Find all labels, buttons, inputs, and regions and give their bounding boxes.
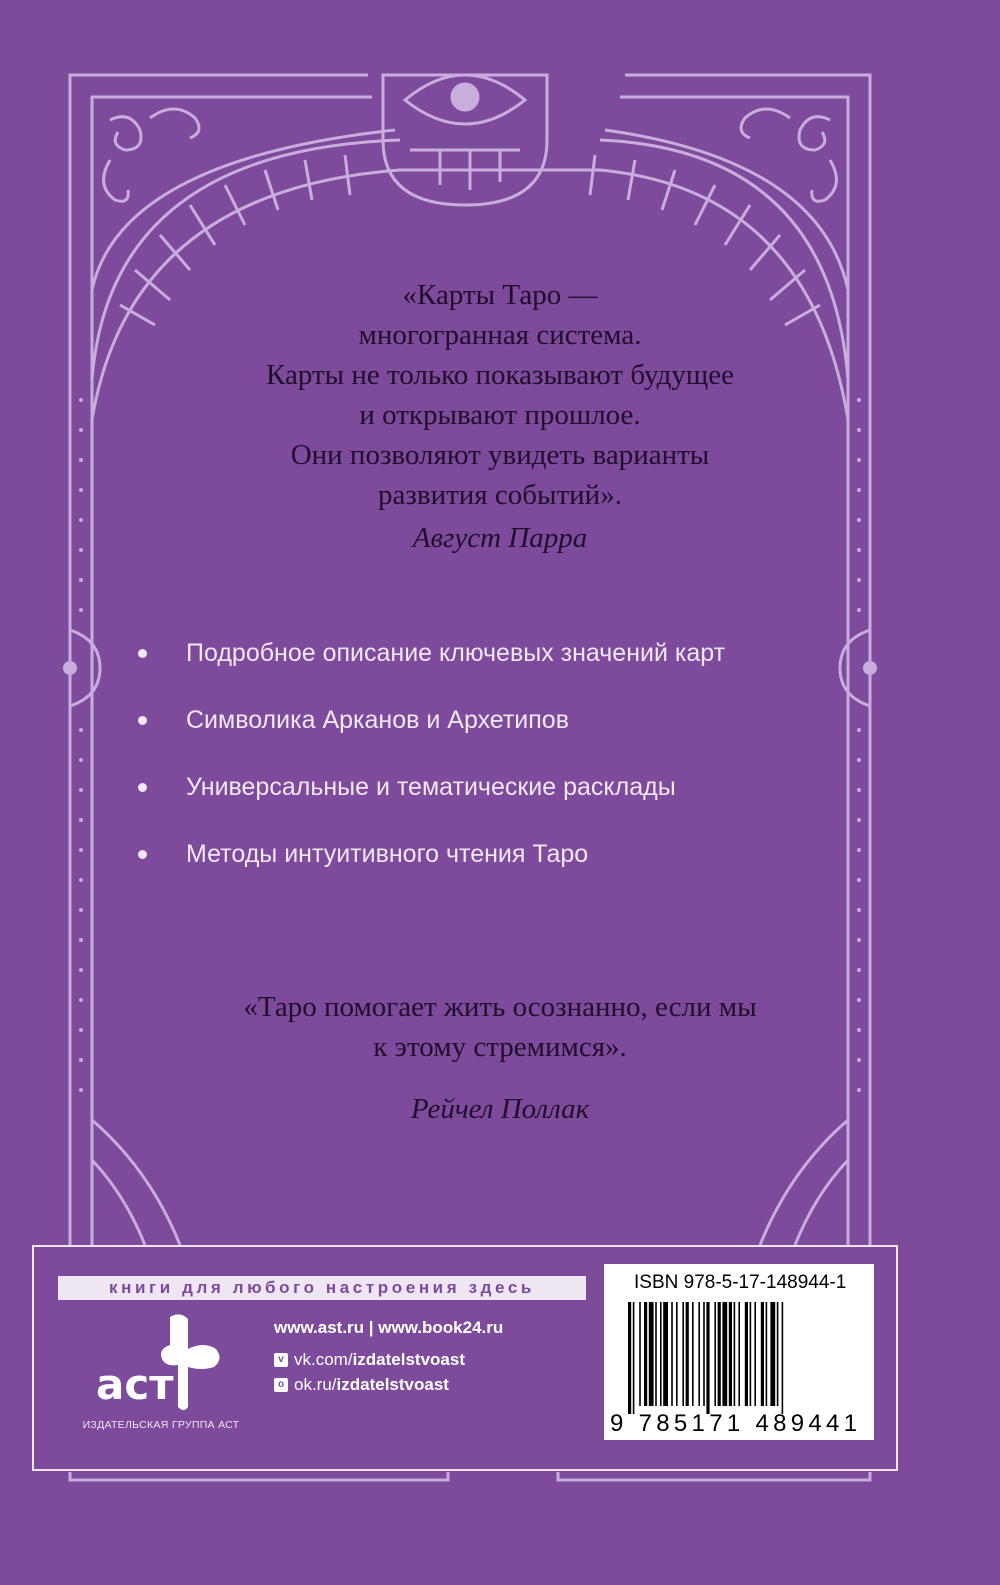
barcode-bar xyxy=(745,1302,748,1406)
publisher-name: ИЗДАТЕЛЬСКАЯ ГРУППА АСТ xyxy=(82,1419,240,1431)
quote-line: «Таро помогает жить осознанно, если мы xyxy=(243,991,757,1023)
barcode-bar xyxy=(754,1302,756,1406)
barcode-bar xyxy=(750,1302,752,1406)
barcode-bar xyxy=(729,1302,732,1406)
bullet-icon xyxy=(138,716,147,725)
vk-handle: izdatelstvoast xyxy=(352,1350,465,1369)
barcode-bar xyxy=(633,1302,635,1414)
quote-line: Они позволяют увидеть варианты xyxy=(290,439,710,471)
quote-line: к этому стремимся». xyxy=(373,1031,627,1063)
barcode-digits: 9 785171 489441 xyxy=(610,1410,862,1437)
list-item-label: Подробное описание ключевых значений карт xyxy=(186,639,726,667)
list-item xyxy=(138,839,725,906)
barcode-bar xyxy=(706,1302,709,1414)
bullet-icon xyxy=(138,649,147,658)
svg-text:аст: аст xyxy=(96,1360,174,1409)
list-item xyxy=(138,638,725,705)
quote-line: многогранная система. xyxy=(358,319,642,351)
bullet-icon xyxy=(138,783,147,792)
barcode-bar xyxy=(660,1302,662,1406)
barcode-bar xyxy=(628,1302,631,1414)
feature-list xyxy=(138,638,725,906)
list-item-label: Универсальные и тематические расклады xyxy=(186,773,676,801)
tagline: книги для любого настроения здесь xyxy=(58,1276,586,1300)
barcode-bar xyxy=(639,1302,641,1406)
barcode-bar xyxy=(714,1302,716,1406)
quote-line: и открывают прошлое. xyxy=(359,399,641,431)
barcode-bar xyxy=(722,1302,727,1406)
barcode-bar xyxy=(671,1302,673,1406)
ok-icon: o xyxy=(274,1378,288,1392)
barcode-bar xyxy=(649,1302,654,1406)
barcode-bar xyxy=(703,1302,705,1406)
barcode-bar xyxy=(770,1302,775,1406)
barcode-bar xyxy=(644,1302,647,1406)
barcode-bar xyxy=(734,1302,736,1406)
barcode-bar xyxy=(761,1302,764,1406)
quote-author: Август Парра xyxy=(412,522,588,554)
barcode-bar xyxy=(682,1302,684,1406)
ok-link[interactable] xyxy=(274,1375,449,1395)
isbn-number: ISBN 978-5-17-148944-1 xyxy=(634,1272,847,1293)
ok-prefix: ok.ru/ xyxy=(294,1375,337,1394)
quote-parra xyxy=(0,275,1000,515)
barcode-bar xyxy=(766,1302,768,1406)
barcode-bar xyxy=(676,1302,678,1406)
vk-prefix: vk.com/ xyxy=(294,1350,353,1369)
list-item xyxy=(138,772,725,839)
barcode-bar xyxy=(686,1302,689,1406)
barcode-bar xyxy=(718,1302,721,1406)
quote-line: «Карты Таро — xyxy=(402,279,598,311)
vk-icon: v xyxy=(274,1353,288,1367)
quote-line: Карты не только показывают будущее xyxy=(266,359,734,391)
publisher-footer xyxy=(32,1245,898,1471)
bullet-icon xyxy=(138,850,147,859)
website-links[interactable]: www.ast.ru | www.book24.ru xyxy=(274,1318,504,1337)
quote-pollack xyxy=(0,987,1000,1067)
barcode-bar xyxy=(663,1302,668,1406)
barcode-bar xyxy=(698,1302,700,1406)
ok-handle: izdatelstvoast xyxy=(336,1375,449,1394)
barcode-bar xyxy=(692,1302,694,1406)
barcode-bar xyxy=(655,1302,657,1406)
barcode-bar xyxy=(738,1302,740,1406)
ast-logo xyxy=(92,1309,232,1419)
list-item-label: Символика Арканов и Архетипов xyxy=(186,706,569,734)
barcode-bar xyxy=(782,1302,784,1414)
list-item-label: Методы интуитивного чтения Таро xyxy=(186,840,589,868)
quote-line: развития событий». xyxy=(378,479,622,511)
list-item xyxy=(138,705,725,772)
quote-author: Рейчел Поллак xyxy=(410,1093,590,1125)
barcode-bar xyxy=(777,1302,779,1406)
vk-link[interactable] xyxy=(274,1350,465,1370)
barcode xyxy=(604,1264,874,1440)
